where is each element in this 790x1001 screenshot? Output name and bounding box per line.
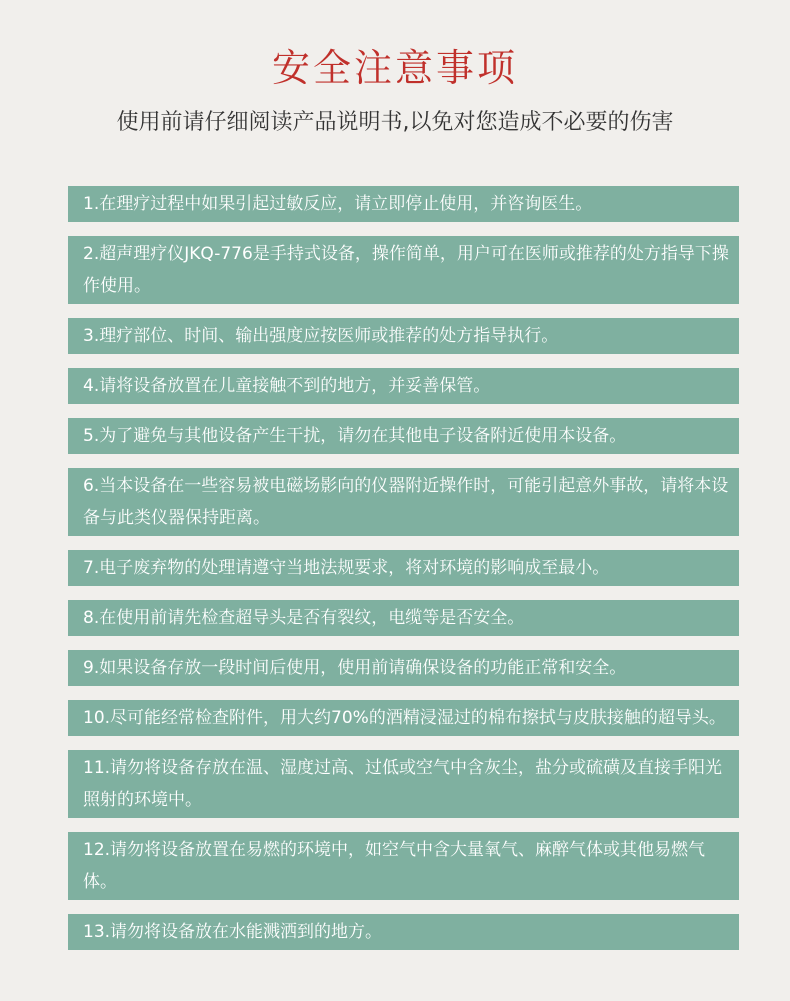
- safety-notice-item-1: 1.在理疗过程中如果引起过敏反应，请立即停止使用，并咨询医生。: [68, 186, 739, 222]
- safety-notice-item-3: 3.理疗部位、时间、输出强度应按医师或推荐的处方指导执行。: [68, 318, 739, 354]
- safety-notice-item-4: 4.请将设备放置在儿童接触不到的地方，并妥善保管。: [68, 368, 739, 404]
- safety-notice-item-6: 6.当本设备在一些容易被电磁场影向的仪器附近操作时，可能引起意外事故，请将本设备与此类仪器保持距离。: [68, 468, 739, 536]
- safety-notice-item-7: 7.电子废弃物的处理请遵守当地法规要求，将对环境的影响成至最小。: [68, 550, 739, 586]
- safety-notice-item-8: 8.在使用前请先检查超导头是否有裂纹，电缆等是否安全。: [68, 600, 739, 636]
- safety-notice-item-2: 2.超声理疗仪JKQ-776是手持式设备，操作简单，用户可在医师或推荐的处方指导下操作使用。: [68, 236, 739, 304]
- page-subtitle: 使用前请仔细阅读产品说明书,以免对您造成不必要的伤害: [116, 110, 674, 135]
- page-title: 安全注意事项: [271, 46, 518, 90]
- safety-notice-item-12: 12.请勿将设备放置在易燃的环境中，如空气中含大量氧气、麻醉气体或其他易燃气体。: [68, 832, 739, 900]
- safety-notice-item-10: 10.尽可能经常检查附件，用大约70%的酒精浸湿过的棉布擦拭与皮肤接触的超导头。: [68, 700, 739, 736]
- safety-notice-item-11: 11.请勿将设备存放在温、湿度过高、过低或空气中含灰尘，盐分或硫磺及直接手阳光照射的环境中。: [68, 750, 739, 818]
- safety-notice-list: [68, 186, 739, 964]
- safety-notice-item-9: 9.如果设备存放一段时间后使用，使用前请确保设备的功能正常和安全。: [68, 650, 739, 686]
- safety-notice-item-5: 5.为了避免与其他设备产生干扰，请勿在其他电子设备附近使用本设备。: [68, 418, 739, 454]
- safety-notice-item-13: 13.请勿将设备放在水能溅洒到的地方。: [68, 914, 739, 950]
